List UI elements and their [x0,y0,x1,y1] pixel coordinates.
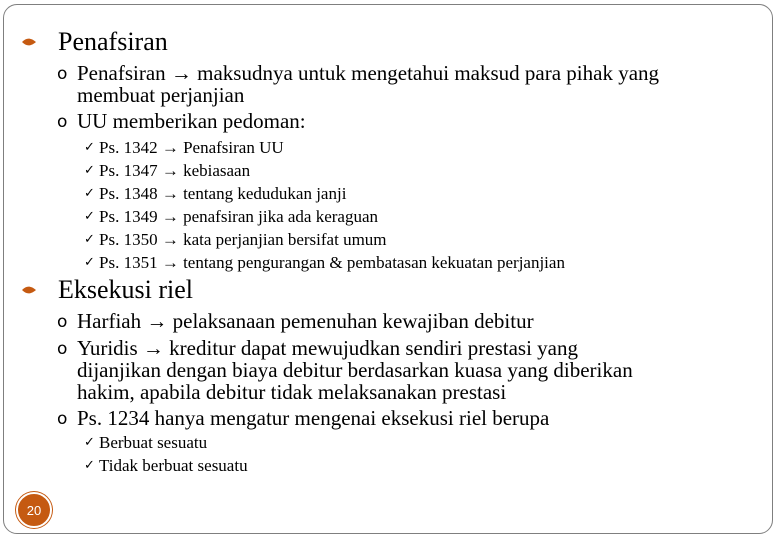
circle-bullet-icon: o [57,409,68,429]
slide-number-badge [16,492,52,528]
checkmark-icon: ✓ [84,435,95,450]
checkmark-icon: ✓ [84,255,95,270]
slide-number: 20 [26,502,42,518]
circle-bullet-icon: o [57,312,68,332]
checkmark-icon: ✓ [84,140,95,155]
checkmark-icon: ✓ [84,209,95,224]
circle-bullet-icon: o [57,112,68,132]
circle-bullet-icon: o [57,64,68,84]
checkmark-icon: ✓ [84,186,95,201]
checkmark-icon: ✓ [84,232,95,247]
circle-bullet-icon: o [57,339,68,359]
checkmark-icon: ✓ [84,163,95,178]
checkmark-icon: ✓ [84,458,95,473]
arrow-bullet-icon [22,284,36,296]
arrow-bullet-icon [22,36,36,48]
